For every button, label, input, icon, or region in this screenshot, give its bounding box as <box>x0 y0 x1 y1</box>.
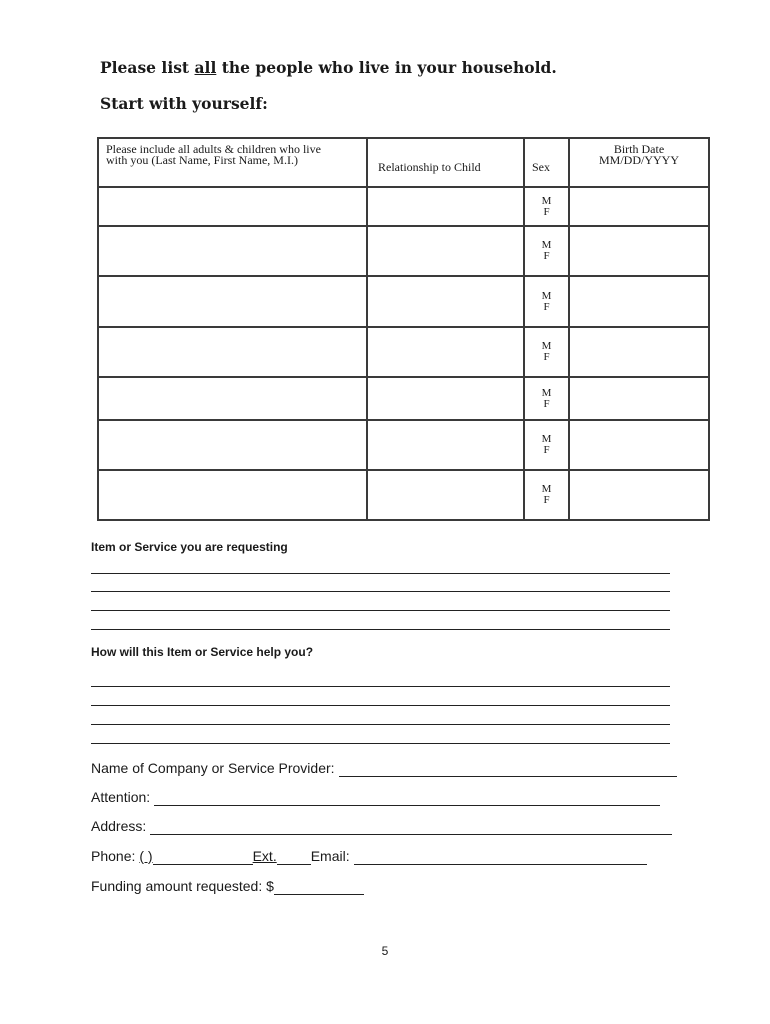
household-heading: Please list all the people who live in your household. <box>100 58 557 77</box>
attention-label: Attention: <box>91 789 151 805</box>
item-answer-line[interactable] <box>91 629 670 630</box>
birth-date-cell[interactable] <box>569 226 709 276</box>
sex-cell[interactable]: M F <box>524 276 569 327</box>
address-label: Address: <box>91 818 147 834</box>
company-label: Name of Company or Service Provider: <box>91 760 335 776</box>
phone-input[interactable] <box>153 850 253 865</box>
email-label: Email: <box>310 848 350 864</box>
underlined-all: all <box>194 58 217 77</box>
help-answer-line[interactable] <box>91 743 670 744</box>
birth-date-cell[interactable] <box>569 420 709 470</box>
ext-input[interactable] <box>277 850 311 865</box>
sex-cell[interactable]: M F <box>524 327 569 377</box>
table-row <box>98 327 709 377</box>
phone-area-code[interactable]: ( ) <box>139 848 153 864</box>
birth-date-cell[interactable] <box>569 276 709 327</box>
header-birth-date: Birth Date MM/DD/YYYY <box>569 138 709 187</box>
email-input[interactable] <box>354 850 647 865</box>
item-service-label: Item or Service you are requesting <box>91 540 288 554</box>
relationship-cell[interactable] <box>367 470 524 520</box>
phone-label: Phone: <box>91 848 136 864</box>
name-cell[interactable] <box>98 276 367 327</box>
birth-date-cell[interactable] <box>569 187 709 226</box>
sex-cell[interactable]: M F <box>524 420 569 470</box>
item-answer-line[interactable] <box>91 573 670 574</box>
company-field <box>91 759 677 777</box>
table-row <box>98 276 709 327</box>
header-relationship: Relationship to Child <box>367 138 524 187</box>
item-answer-line[interactable] <box>91 591 670 592</box>
funding-label: Funding amount requested: $ <box>91 878 274 894</box>
table-row <box>98 187 709 226</box>
birth-date-cell[interactable] <box>569 377 709 420</box>
name-cell[interactable] <box>98 470 367 520</box>
company-input[interactable] <box>339 762 677 777</box>
attention-input[interactable] <box>154 791 660 806</box>
header-name: Please include all adults & children who live with you (Last Name, First Name, M.I.) <box>98 138 367 187</box>
name-cell[interactable] <box>98 226 367 276</box>
table-row <box>98 377 709 420</box>
ext-label: Ext. <box>252 848 277 864</box>
name-cell[interactable] <box>98 327 367 377</box>
help-answer-line[interactable] <box>91 705 670 706</box>
relationship-cell[interactable] <box>367 420 524 470</box>
table-row <box>98 420 709 470</box>
name-cell[interactable] <box>98 420 367 470</box>
sex-cell[interactable]: M F <box>524 226 569 276</box>
sex-cell[interactable]: M F <box>524 187 569 226</box>
name-cell[interactable] <box>98 187 367 226</box>
table-row <box>98 226 709 276</box>
relationship-cell[interactable] <box>367 226 524 276</box>
sex-cell[interactable]: M F <box>524 377 569 420</box>
birth-date-cell[interactable] <box>569 470 709 520</box>
table-row <box>98 470 709 520</box>
relationship-cell[interactable] <box>367 327 524 377</box>
header-sex: Sex <box>524 138 569 187</box>
help-label: How will this Item or Service help you? <box>91 645 314 659</box>
household-table <box>97 137 710 521</box>
relationship-cell[interactable] <box>367 377 524 420</box>
phone-field <box>91 847 647 865</box>
table-header-row <box>98 138 709 187</box>
item-answer-line[interactable] <box>91 610 670 611</box>
start-heading: Start with yourself: <box>100 94 268 113</box>
name-cell[interactable] <box>98 377 367 420</box>
help-answer-line[interactable] <box>91 686 670 687</box>
help-answer-line[interactable] <box>91 724 670 725</box>
attention-field <box>91 788 660 806</box>
relationship-cell[interactable] <box>367 276 524 327</box>
sex-cell[interactable]: M F <box>524 470 569 520</box>
address-input[interactable] <box>150 820 672 835</box>
address-field <box>91 817 672 835</box>
birth-date-cell[interactable] <box>569 327 709 377</box>
relationship-cell[interactable] <box>367 187 524 226</box>
page-number: 5 <box>381 944 389 958</box>
funding-input[interactable] <box>274 880 364 895</box>
funding-field <box>91 877 364 895</box>
